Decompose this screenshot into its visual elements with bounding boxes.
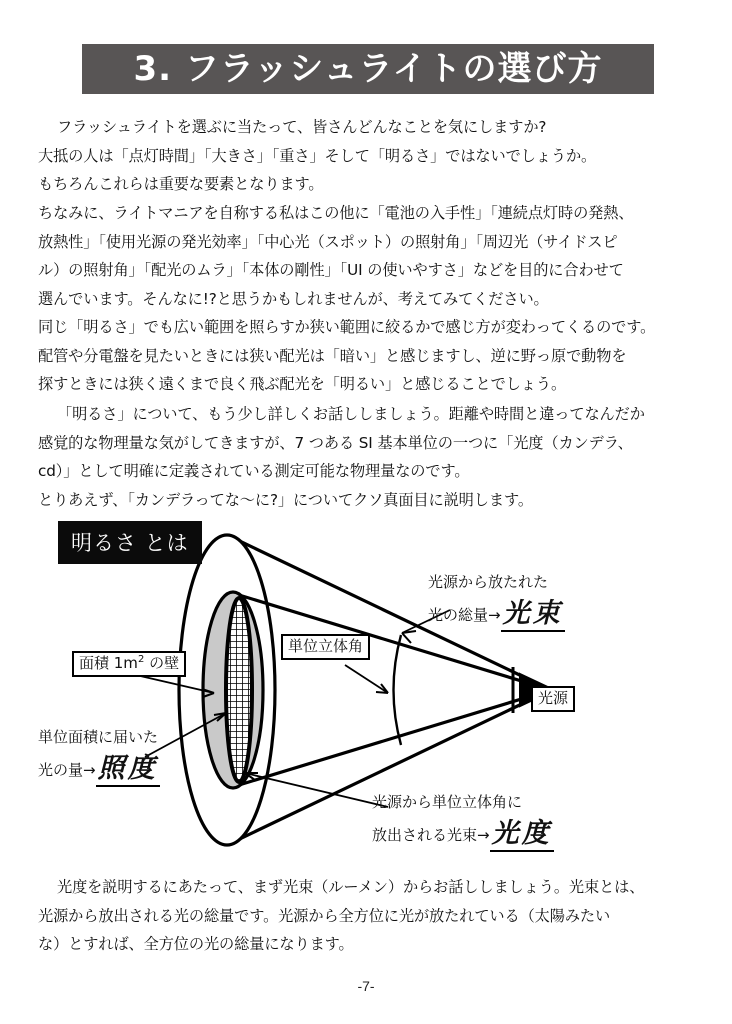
paragraph-line: 大抵の人は「点灯時間」「大きさ」「重さ」そして「明るさ」ではないでしょうか。	[38, 146, 597, 165]
paragraph-line: ちなみに、ライトマニアを自称する私はこの他に「電池の入手性」「連続点灯時の発熱、	[38, 204, 634, 222]
wall-area-prefix: 面積 1m	[79, 654, 138, 672]
solid-angle-arc	[394, 635, 402, 745]
unit-solid-angle-box: 単位立体角	[281, 634, 370, 660]
paragraph-3	[38, 313, 698, 399]
cone-diagram-svg	[20, 515, 720, 865]
paragraph-line: もちろんこれらは重要な要素となります。	[38, 175, 324, 193]
flux-term: 光束	[501, 598, 565, 632]
paragraph-line: ル）の照射角」「配光のムラ」「本体の剛性」「UI の使いやすさ」などを目的に合わせて	[38, 261, 624, 279]
paragraph-line: cd）」として明確に定義されている測定可能な物理量なのです。	[38, 462, 470, 480]
intensity-term: 光度	[490, 818, 554, 852]
flux-callout-prefix: 光の総量→	[428, 606, 501, 624]
page-title-bar	[82, 44, 654, 94]
flux-callout-line2	[428, 598, 565, 631]
paragraph-2	[38, 199, 698, 313]
brightness-cone-diagram	[20, 515, 720, 865]
illuminance-callout-line1: 単位面積に届いた	[38, 728, 159, 746]
paragraph-line: 光源から放出される光の総量です。光源から全方位に光が放たれている（太陽みたい	[38, 906, 611, 925]
paragraph-5	[38, 873, 698, 959]
page-title: 3. フラッシュライトの選び方	[133, 49, 603, 89]
illuminance-term: 照度	[96, 753, 160, 787]
paragraph-line: 同じ「明るさ」でも広い範囲を照らすか狭い範囲に絞るかで感じ方が変わってくるのです。	[38, 318, 656, 336]
paragraph-line: フラッシュライトを選ぶに当たって、皆さんどんなことを気にしますか?	[57, 118, 547, 136]
wall-area-suffix: の壁	[144, 654, 180, 672]
brightness-section-badge: 明るさ とは	[58, 521, 202, 564]
intensity-callout-line1: 光源から単位立体角に	[372, 793, 523, 811]
paragraph-line: 感覚的な物理量な気がしてきますが、7 つある SI 基本単位の一つに「光度（カンデラ、	[38, 433, 633, 452]
intensity-callout	[372, 787, 554, 851]
unit-area-patch	[226, 598, 252, 782]
leader-solid-angle	[345, 665, 388, 693]
illuminance-callout	[38, 722, 160, 786]
paragraph-line: 「明るさ」について、もう少し詳しくお話ししましょう。距離や時間と違ってなんだか	[57, 405, 645, 423]
intensity-callout-prefix: 放出される光束→	[372, 826, 490, 844]
flux-callout	[428, 567, 565, 631]
paragraph-line: 選んでいます。そんなに!?と思うかもしれませんが、考えてみてください。	[38, 289, 549, 308]
paragraph-line: 配管や分電盤を見たいときには狭い配光は「暗い」と感じますし、逆に野っ原で動物を	[38, 346, 627, 365]
paragraph-line: 放熱性」「使用光源の発光効率」「中心光（スポット）の照射角」「周辺光（サイドスピ	[38, 232, 618, 251]
paragraph-line: 探すときには狭く遠くまで良く飛ぶ配光を「明るい」と感じることでしょう。	[38, 375, 567, 393]
paragraph-4	[38, 400, 698, 514]
paragraph-line: 光度を説明するにあたって、まず光束（ルーメン）からお話ししましょう。光束とは、	[57, 878, 645, 896]
paragraph-line: な）とすれば、全方位の光の総量になります。	[38, 935, 354, 953]
flux-callout-line1: 光源から放たれた	[428, 573, 549, 591]
paragraph-1	[38, 113, 698, 199]
illuminance-callout-prefix: 光の量→	[38, 761, 96, 779]
page-number: -7-	[357, 978, 375, 994]
intensity-callout-line2	[372, 818, 554, 851]
light-source-box: 光源	[531, 686, 575, 712]
paragraph-line: とりあえず、「カンデラってな〜に?」についてクソ真面目に説明します。	[38, 490, 533, 509]
wall-area-box	[72, 651, 186, 677]
illuminance-callout-line2	[38, 753, 160, 786]
wall-area-exponent: 2	[137, 654, 145, 665]
